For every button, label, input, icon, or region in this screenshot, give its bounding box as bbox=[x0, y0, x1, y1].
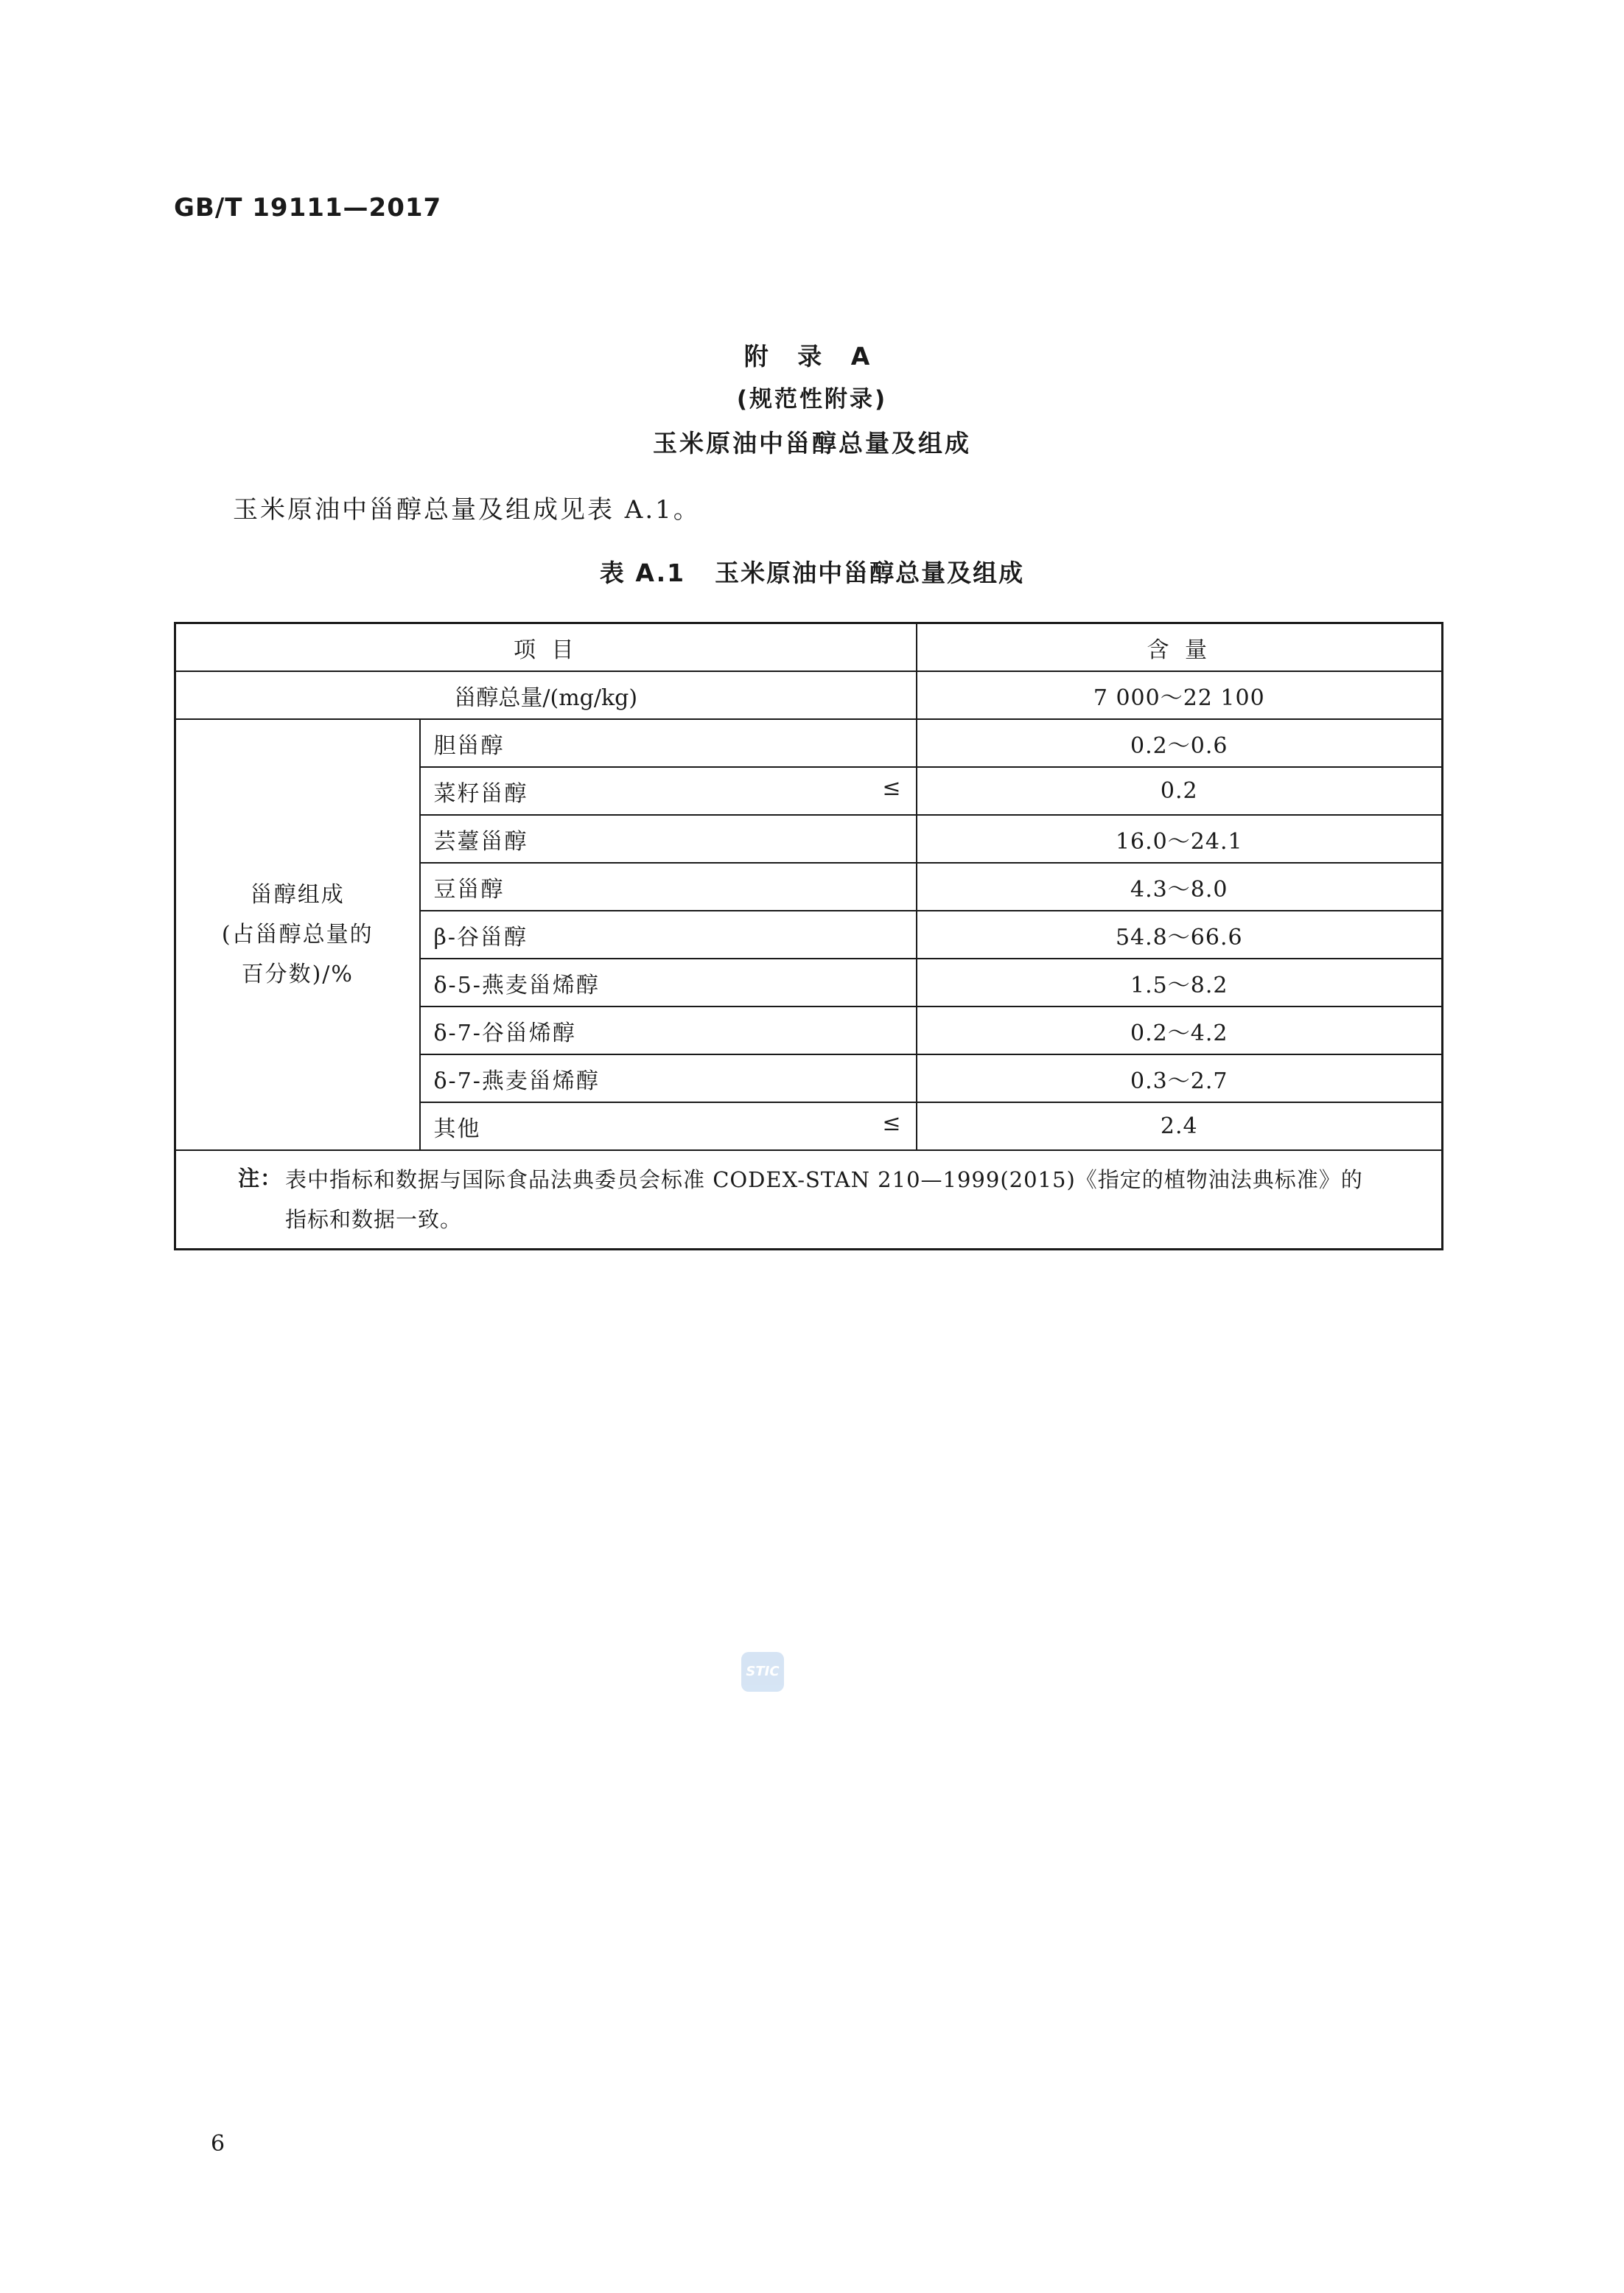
sterol-value: 4.3～8.0 bbox=[917, 863, 1443, 911]
group-label-line: 百分数)/% bbox=[241, 961, 354, 987]
sterol-value: 0.2～0.6 bbox=[917, 719, 1443, 767]
sterol-value: 0.3～2.7 bbox=[917, 1054, 1443, 1102]
table-row bbox=[175, 719, 1443, 767]
sterol-name: δ-7-谷甾烯醇 bbox=[420, 1007, 917, 1054]
less-equal-symbol: ≤ bbox=[882, 774, 903, 801]
sterol-name: 菜籽甾醇 ≤ bbox=[420, 767, 917, 815]
group-label-line: 甾醇组成 bbox=[250, 881, 345, 908]
less-equal-symbol: ≤ bbox=[882, 1110, 903, 1136]
table-header-row bbox=[175, 623, 1443, 672]
page-number: 6 bbox=[211, 2131, 225, 2157]
note-line: 指标和数据一致。 bbox=[285, 1207, 463, 1232]
watermark-logo: STIC bbox=[741, 1652, 784, 1692]
sterol-name: 胆甾醇 bbox=[420, 719, 917, 767]
appendix-label: 附 录 A bbox=[743, 342, 881, 371]
sterol-name: 芸薹甾醇 bbox=[420, 815, 917, 863]
sterol-name: 其他 ≤ bbox=[420, 1102, 917, 1150]
sterol-value: 2.4 bbox=[917, 1102, 1443, 1150]
sterol-value: 0.2 bbox=[917, 767, 1443, 815]
sterol-name: β-谷甾醇 bbox=[420, 911, 917, 959]
note-label: 注： bbox=[238, 1166, 283, 1191]
group-label-line: (占甾醇总量的 bbox=[221, 921, 374, 948]
table-caption bbox=[0, 554, 1624, 589]
appendix-title: 玉米原油中甾醇总量及组成 bbox=[653, 429, 971, 458]
sterol-value: 54.8～66.6 bbox=[917, 911, 1443, 959]
sterol-name: 豆甾醇 bbox=[420, 863, 917, 911]
sterol-value: 0.2～4.2 bbox=[917, 1007, 1443, 1054]
table-note bbox=[175, 1150, 1443, 1250]
table-note-row bbox=[175, 1150, 1443, 1250]
table-row-total bbox=[175, 671, 1443, 719]
appendix-type: (规范性附录) bbox=[736, 386, 888, 413]
sterol-table bbox=[174, 622, 1443, 1250]
sterol-name: δ-7-燕麦甾烯醇 bbox=[420, 1054, 917, 1102]
intro-paragraph: 玉米原油中甾醇总量及组成见表 A.1。 bbox=[233, 495, 701, 525]
note-line: 表中指标和数据与国际食品法典委员会标准 CODEX-STAN 210—1999(2015)《指定的植物油法典标准》的 bbox=[285, 1167, 1363, 1192]
sterol-name: δ-5-燕麦甾烯醇 bbox=[420, 959, 917, 1007]
standard-code: GB/T 19111—2017 bbox=[174, 193, 442, 223]
total-sterol-label: 甾醇总量/(mg/kg) bbox=[175, 671, 917, 719]
header-content: 含 量 bbox=[917, 623, 1443, 672]
sterol-value: 16.0～24.1 bbox=[917, 815, 1443, 863]
header-item: 项 目 bbox=[175, 623, 917, 672]
table-caption-number: 表 A.1 bbox=[599, 559, 686, 587]
sterol-value: 1.5～8.2 bbox=[917, 959, 1443, 1007]
sterol-composition-group-label bbox=[175, 719, 420, 1150]
table-caption-title: 玉米原油中甾醇总量及组成 bbox=[715, 559, 1025, 587]
total-sterol-value: 7 000～22 100 bbox=[917, 671, 1443, 719]
